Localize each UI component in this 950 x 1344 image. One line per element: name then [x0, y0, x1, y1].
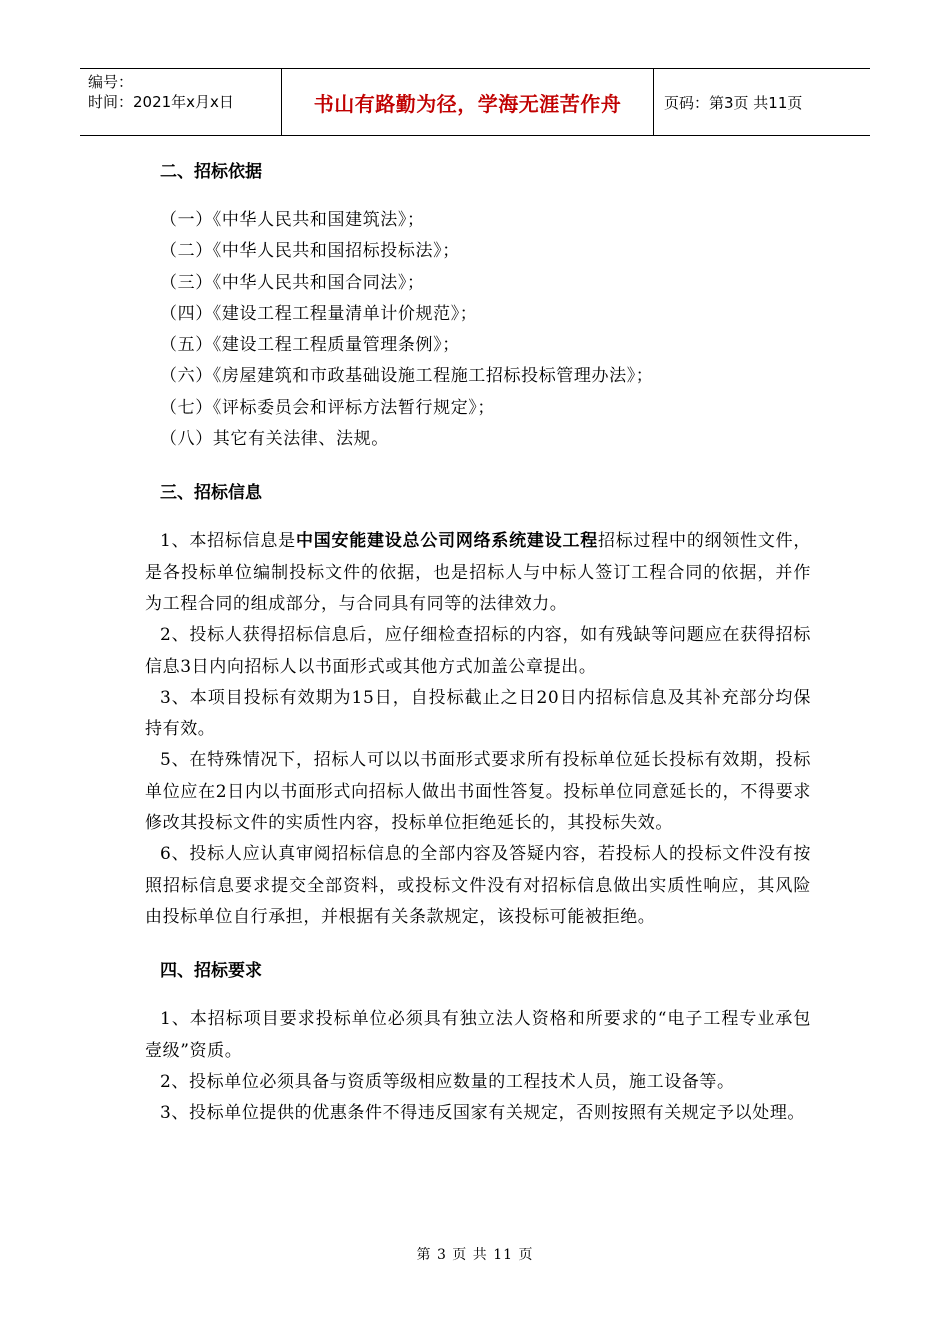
basis-item: （六）《房屋建筑和市政基础设施工程施工招标投标管理办法》；: [160, 366, 654, 387]
header-page-label: 页码：第3页 共11页: [664, 93, 803, 112]
info-paragraph-5: 5、在特殊情况下，招标人可以以书面形式要求所有投标单位延长投标有效期，投标单位应在2日内以书面形式向招标人做出书面性答复。投标单位同意延长的，不得要求修改其投标文件的实质性内容，投标单位拒绝延长的，其投标失效。: [145, 750, 811, 834]
basis-item: （二）《中华人民共和国招标投标法》；: [160, 241, 460, 262]
info-paragraph-2: 2、投标人获得招标信息后，应仔细检查招标的内容，如有残缺等问题应在获得招标信息3日内向招标人以书面形式或其他方式加盖公章提出。: [145, 625, 811, 677]
project-name: 中国安能建设总公司网络系统建设工程: [295, 531, 598, 552]
document-body: [145, 156, 811, 1129]
info-p1-post: 招标过程中的纲领性文件，是各投标单位编制投标文件的依据，也是招标人与中标人签订工程合同的依据，并作为工程合同的组成部分，与合同具有同等的法律效力。: [145, 531, 812, 614]
section-title-basis: 二、招标依据: [160, 162, 262, 182]
basis-item: （一）《中华人民共和国建筑法》；: [160, 210, 425, 230]
time-label: 时间：2021年x月x日: [88, 93, 234, 111]
requirement-paragraph-2: 2、投标单位必须具备与资质等级相应数量的工程技术人员，施工设备等。: [160, 1071, 735, 1092]
basis-item: （七）《评标委员会和评标方法暂行规定》；: [160, 397, 495, 418]
info-p1-pre: 1、本招标信息是: [160, 531, 296, 552]
requirement-paragraph-3: 3、投标单位提供的优惠条件不得违反国家有关规定，否则按照有关规定予以处理。: [160, 1103, 806, 1124]
info-paragraph-1: [145, 526, 811, 620]
basis-item: （五）《建设工程工程质量管理条例》；: [160, 335, 460, 356]
header-motto: 书山有路勤为径，学海无涯苦作舟: [282, 69, 654, 135]
basis-item: （三）《中华人民共和国合同法》；: [160, 272, 425, 293]
section-title-requirements: 四、招标要求: [160, 961, 262, 982]
section-title-info: 三、招标信息: [160, 483, 262, 504]
page-footer: 第 3 页 共 11 页: [416, 1247, 534, 1263]
requirement-paragraph-1: 1、本招标项目要求投标单位必须具有独立法人资格和所要求的“电子工程专业承包壹级”资质。: [145, 1009, 811, 1061]
header-meta: [80, 69, 282, 135]
number-label: 编号：: [88, 73, 134, 91]
info-paragraph-3: 3、本项目投标有效期为15日，自投标截止之日20日内招标信息及其补充部分均保持有效。: [145, 687, 811, 740]
info-paragraph-6: 6、投标人应认真审阅招标信息的全部内容及答疑内容，若投标人的投标文件没有按照招标信息要求提交全部资料，或投标文件没有对招标信息做出实质性响应，其风险由投标单位自行承担，并根据有关条款规定，该投标可能被拒绝。: [145, 844, 811, 927]
basis-item: （四）《建设工程工程量清单计价规范》；: [160, 303, 478, 324]
page-header: [80, 68, 870, 136]
basis-item: （八）其它有关法律、法规。: [160, 429, 389, 450]
